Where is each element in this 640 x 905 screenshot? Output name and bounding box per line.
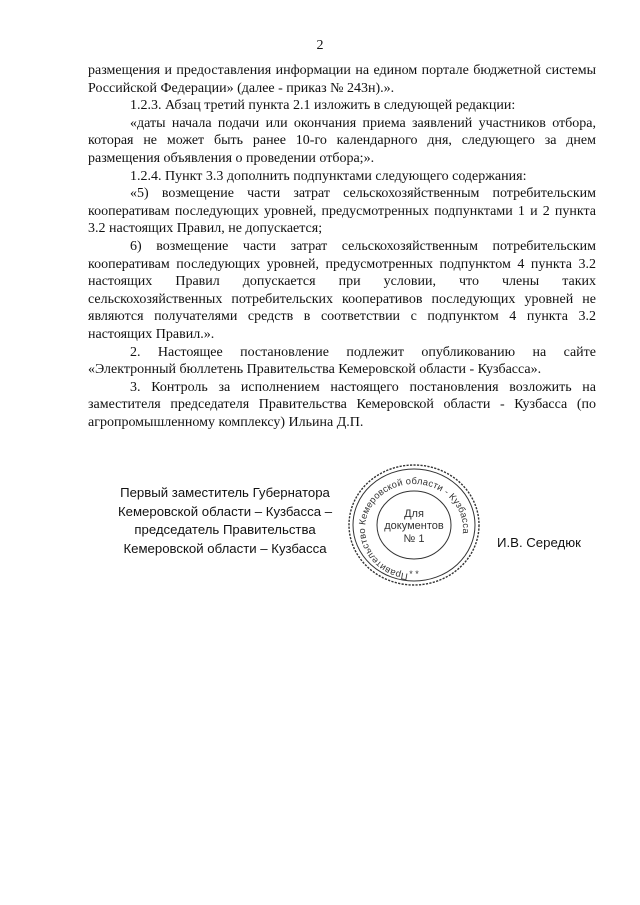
paragraph-quote-dates: «даты начала подачи или окончания приема заявлений участников отбора, которая не может быть ранее 10-го календарного дня, следующего за днем размещения объявления о проведении отбора;». <box>88 115 596 166</box>
paragraph-subpoint-5: «5) возмещение части затрат сельскохозяйственным потребительским кооперативам последующих уровней, предусмотренных подпунктами 1 и 2 пункта 3.2 настоящих Правил, не допускается; <box>88 186 596 237</box>
signatory-title-line: Кемеровской области – Кузбасса <box>123 540 327 556</box>
seal-center-line: Для <box>404 508 424 520</box>
signatory-name: И.В. Середюк <box>497 535 581 550</box>
paragraph-1-2-3: 1.2.3. Абзац третий пункта 2.1 изложить в следующей редакции: <box>130 98 516 114</box>
paragraph-subpoint-6: 6) возмещение части затрат сельскохозяйственным потребительским кооперативам последующих уровней, предусмотренных подпунктом 4 пункта 3.2 настоящих Правил допускается при условии, что члены таких сельскохозяйственных потребительских кооперативов последующих уровней не являются получателями средств в соответствии с подпунктом 4 пункта 3.2 настоящих Правил.». <box>88 238 596 342</box>
seal-center-line: № 1 <box>403 533 425 545</box>
paragraph-control: 3. Контроль за исполнением настоящего постановления возложить на заместителя председателя Правительства Кемеровской области - Кузбасса (по агропромышленному комплексу) Ильина Д.П. <box>88 379 596 430</box>
page-number: 2 <box>316 38 324 53</box>
document-body <box>88 62 596 431</box>
seal-stars: * * <box>409 569 419 579</box>
seal-center-line: документов <box>384 520 444 532</box>
signatory-title-line: Кемеровской области – Кузбасса – <box>117 503 333 519</box>
signatory-title-line: Первый заместитель Губернатора <box>120 485 330 500</box>
paragraph-1-2-4: 1.2.4. Пункт 3.3 дополнить подпунктами следующего содержания: <box>130 168 527 184</box>
signatory-title-line: председатель Правительства <box>134 522 316 537</box>
official-seal <box>346 463 482 587</box>
paragraph-continuation: размещения и предоставления информации на едином портале бюджетной системы Российской Федерации» (далее - приказ № 243н).». <box>88 63 596 96</box>
paragraph-publication: 2. Настоящее постановление подлежит опубликованию на сайте «Электронный бюллетень Правительства Кемеровской области - Кузбасса». <box>88 344 596 378</box>
signatory-title <box>95 484 355 558</box>
seal-ring-text: Правительство Кемеровской области - Кузбасса <box>355 474 473 583</box>
